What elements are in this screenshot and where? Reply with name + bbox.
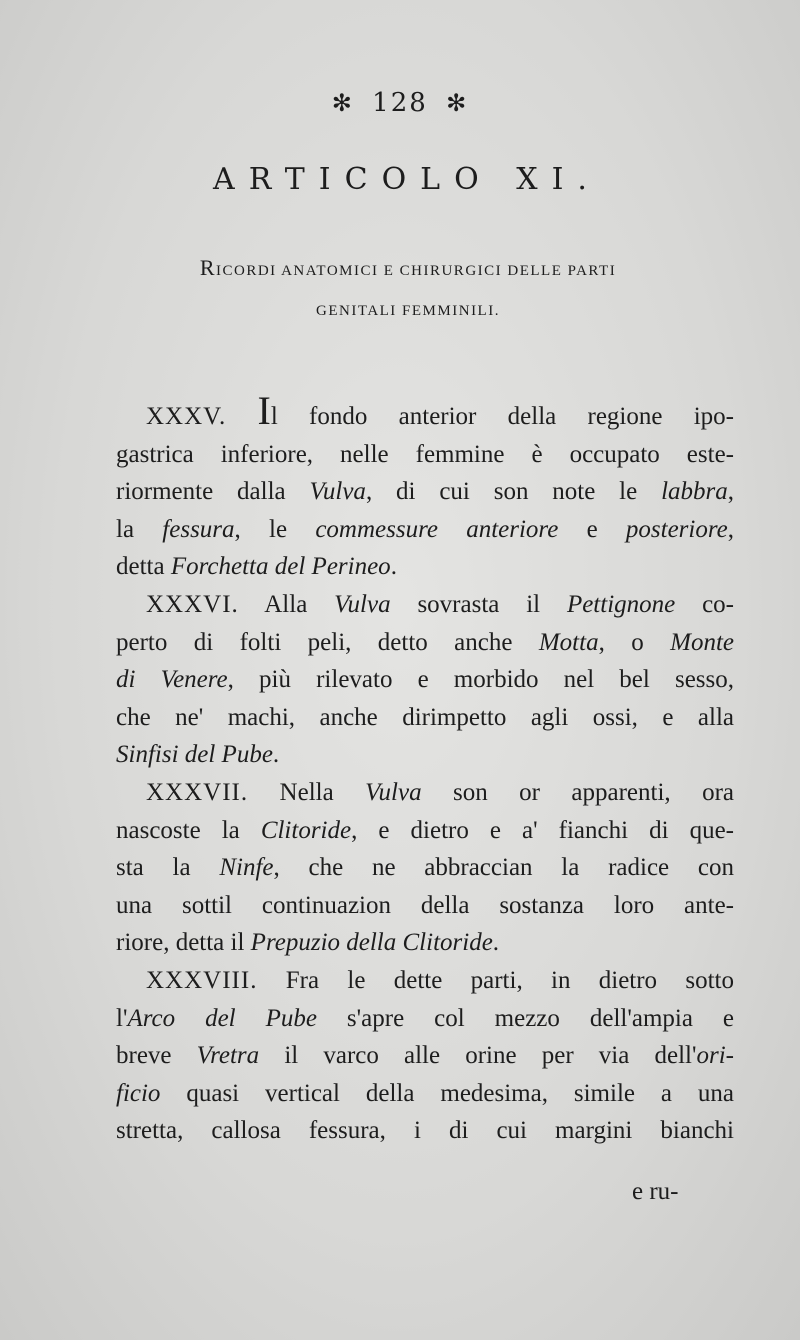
text-run: nascoste la	[116, 816, 261, 844]
paragraph-36-line	[116, 661, 734, 699]
text-run: , e dietro e a' fianchi di que-	[351, 816, 734, 844]
drop-cap: I	[257, 388, 271, 433]
paragraph-35-line	[116, 473, 734, 511]
text-run: la	[116, 515, 163, 543]
text-run: l'	[116, 1004, 128, 1032]
text-run: riore, detta il	[116, 929, 251, 957]
italic-term: ficio	[116, 1079, 161, 1107]
subtitle-line-2: GENITALI FEMMINILI.	[316, 303, 500, 319]
text-run: Nella	[248, 778, 366, 806]
italic-term: Vretra	[196, 1042, 260, 1070]
text-run: , o	[598, 628, 671, 656]
text-run: .	[390, 553, 397, 581]
ornament-right-icon: ✻	[446, 89, 469, 117]
italic-term: Vulva	[334, 590, 391, 618]
text-run: ,	[727, 515, 734, 543]
italic-term: Prepuzio della Clitoride	[250, 929, 493, 957]
paragraph-37-line	[116, 849, 734, 887]
paragraph-35-line: gastrica inferiore, nelle femmine è occupato este-	[116, 440, 734, 468]
paragraph-36-line	[116, 586, 734, 624]
paragraph-38-line	[116, 1000, 734, 1038]
paragraph-38-line	[116, 1075, 734, 1113]
paragraph-number: XXXVIII.	[146, 966, 258, 994]
italic-term: Ninfe	[219, 854, 274, 882]
text-run: Alla	[238, 590, 335, 618]
text-run: son or apparenti, ora	[421, 778, 734, 806]
italic-term: fessura	[162, 515, 235, 543]
text-run: co-	[675, 590, 735, 618]
italic-term: Clitoride	[260, 816, 352, 844]
paragraph-35-line	[116, 388, 734, 436]
text-run: e	[558, 515, 626, 543]
paragraph-38-line	[116, 962, 734, 1000]
paragraph-number: XXXV.	[146, 403, 227, 430]
article-subtitle	[118, 248, 698, 331]
text-run: , più rilevato e morbido nel bel sesso,	[227, 666, 735, 694]
paragraph-36-line: che ne' machi, anche dirimpetto agli ossi, e alla	[116, 703, 734, 731]
italic-term: Vulva	[309, 478, 366, 506]
italic-term: Monte	[670, 628, 734, 656]
italic-term: ori-	[696, 1042, 734, 1070]
italic-term: labbra	[661, 478, 728, 506]
paragraph-35-line	[116, 548, 734, 586]
paragraph-37-line: una sottil continuazion della sostanza loro ante-	[116, 891, 734, 919]
italic-term: Sinfisi del Pube	[116, 741, 273, 769]
paragraph-36-line	[116, 736, 734, 774]
text-run: l fondo anterior della regione ipo-	[270, 403, 734, 430]
ornament-left-icon: ✻	[331, 89, 354, 117]
paragraph-37-line	[116, 774, 734, 812]
italic-term: Pettignone	[566, 590, 676, 618]
text-run: .	[272, 741, 280, 769]
paragraph-38-line	[116, 1037, 734, 1075]
subtitle-text-1: ICORDI ANATOMICI E CHIRURGICI DELLE PARTI	[216, 263, 617, 279]
catchword: e ru-	[632, 1178, 679, 1205]
text-run: ,	[727, 478, 734, 506]
paragraph-37-line	[116, 924, 734, 962]
italic-term: Forchetta del Perineo	[170, 553, 391, 581]
text-run: , di cui son note le	[365, 478, 662, 506]
text-run: , le	[234, 515, 316, 543]
text-run: .	[492, 929, 500, 957]
paragraph-35-line	[116, 511, 734, 549]
text-run: il varco alle orine per via dell'	[259, 1042, 697, 1070]
article-title: ARTICOLO XI.	[213, 162, 601, 197]
italic-term: Vulva	[365, 778, 422, 806]
paragraph-37-line	[116, 812, 734, 850]
text-run: riormente dalla	[116, 478, 310, 506]
text-run: breve	[116, 1042, 197, 1070]
text-run: quasi vertical della medesima, simile a una	[160, 1079, 734, 1107]
italic-term: posteriore	[625, 515, 728, 543]
italic-term: di Venere	[116, 666, 228, 694]
page-header	[0, 88, 800, 118]
text-run: , che ne abbraccian la radice con	[273, 854, 734, 882]
paragraph-36-line	[116, 624, 734, 662]
italic-term: Arco del Pube	[127, 1004, 317, 1032]
italic-term: commessure anteriore	[315, 515, 559, 543]
paragraph-38-line: stretta, callosa fessura, i di cui margini bianchi	[116, 1117, 734, 1145]
text-run: Fra le dette parti, in dietro sotto	[257, 966, 734, 994]
italic-term: Motta	[538, 628, 599, 656]
subtitle-cap: R	[199, 255, 216, 280]
text-run: perto di folti peli, detto anche	[116, 628, 539, 656]
subtitle-line-1	[118, 248, 698, 291]
text-run: sovrasta il	[390, 590, 567, 618]
page-number: 128	[372, 88, 428, 118]
text-run: sta la	[116, 854, 220, 882]
text-run: detta	[116, 553, 171, 581]
text-run: s'apre col mezzo dell'ampia e	[316, 1004, 735, 1032]
paragraph-number: XXXVII.	[146, 778, 249, 806]
body-text	[116, 388, 735, 1150]
paragraph-number: XXXVI.	[146, 590, 239, 618]
